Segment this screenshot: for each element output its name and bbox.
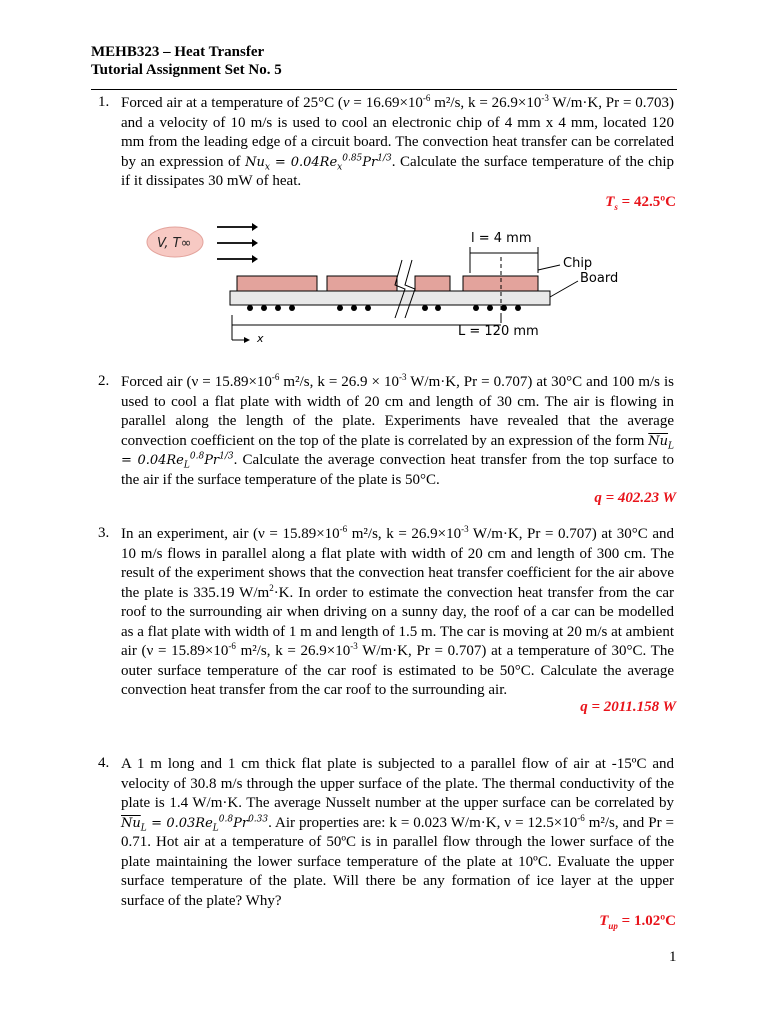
solder-bumps	[247, 305, 521, 311]
question-number: 1.	[98, 94, 110, 110]
x-axis-label: x	[257, 332, 264, 345]
correlation-equation: $Nu_x = 0.04Re_x^{0.85}Pr^{1/3}$	[245, 153, 392, 173]
answer-q1: $T_s$ = 42.5ºC	[605, 194, 676, 212]
header-divider	[91, 89, 677, 90]
board-leader	[550, 281, 578, 297]
question-text: A 1 m long and 1 cm thick flat plate is subjected to a parallel flow of air at -15ºC and velocity of 30.8 m/s through the upper surface of the plate. The thermal conductivity of the plate is 1.4 W/m·K. The average Nusselt number at the upper surface can be correlated by $\overline{Nu}_L = 0.03Re_L^{0.8}Pr^{0.33}$. Air properties are: k = 0.023 W/m·K, $\nu = 12.5\times 10^{-6}$ m²/s, and Pr = 0.71. Hot air at a temperature of 50ºC is in parallel flow through the lower surface of the plate maintaining the lower surface temperature of the plate at 10ºC. Evaluate the upper surface temperature of the plate. Will there be any formation of ice layer at the upper surface of the plate? Why?	[121, 756, 674, 909]
chip-on-board-figure	[140, 215, 630, 350]
question-number: 4.	[98, 755, 110, 771]
answer-q4: $T_{up}$ = 1.02ºC	[599, 913, 676, 931]
chip-label: Chip	[563, 256, 593, 271]
question-number: 3.	[98, 525, 110, 541]
bubble-label: V, T∞	[157, 236, 192, 251]
question-number: 2.	[98, 373, 110, 389]
answer-q2: q = 402.23 W	[594, 490, 676, 506]
page-number: 1	[669, 949, 677, 965]
assignment-title: Tutorial Assignment Set No. 5	[91, 62, 282, 78]
chips-row	[237, 276, 538, 291]
document-header	[91, 43, 282, 79]
chip-length-label: l = 4 mm	[471, 231, 532, 246]
chip-leader	[538, 265, 560, 270]
length-label: L = 120 mm	[458, 324, 539, 339]
question-text: Forced air at a temperature of 25°C ($\nu = 16.69\times 10^{-6}$ m²/s, $k = 26.9\times 10^{-3}$ W/m·K, Pr = 0.703) and a velocity of 10 m/s is used to cool an electronic chip of 4 mm x 4 mm, located 120 mm from the leading edge of a circuit board. The convection heat transfer can be correlated by an expression of $Nu_x = 0.04Re_x^{0.85}Pr^{1/3}$. Calculate the surface temperature of the chip if it dissipates 30 mW of heat.	[121, 93, 675, 189]
circuit-board	[230, 291, 550, 305]
course-title: MEHB323 – Heat Transfer	[91, 44, 265, 60]
question-text: Forced air ($\nu = 15.89\times 10^{-6}$ m²/s, $k = 26.9 \times 10^{-3}$ W/m·K, Pr = 0.707) at 30°C and 100 m/s is used to cool a flat plate with width of 20 cm and length of 30 cm. The air is flowing in parallel along the length of the plate. Experiments have revealed that the average convection coefficient on the top of the plate is correlated by an expression of the form $\overline{Nu}_L = 0.04Re_L^{0.8}Pr^{1/3}$. Calculate the average convection heat transfer from the top surface to the air if the surface temperature of the plate is 50°C.	[121, 372, 675, 488]
correlation-equation: $\overline{Nu}_L = 0.04Re_L^{0.8}Pr^{1/3}$	[121, 433, 674, 471]
question-text: In an experiment, air ($\nu = 15.89\times 10^{-6}$ m²/s, $k = 26.9\times 10^{-3}$ W/m·K, Pr = 0.707) at 30°C and 10 m/s flows in parallel along a flat plate with width of 20 cm and length of 300 cm. The result of the experiment shows that the convection heat transfer coefficient for the air above the plate is 335.19 $W/m^2\cdot K$. In order to estimate the convection heat transfer from the car roof to the surrounding air when driving on a sunny day, the roof of a car can be modelled as a flat plate with width of 1 m and length of 1.5 m. The car is moving at 20 m/s at ambient air ($\nu = 15.89\times 10^{-6}$ m²/s, $k = 26.9\times 10^{-3}$ W/m·K, Pr = 0.707) at a temperature of 30°C. The outer surface temperature of the car roof is estimated to be 50°C. Calculate the average convection heat transfer from the car roof to the surrounding air.	[121, 524, 675, 698]
board-label: Board	[580, 271, 619, 286]
answer-q3: q = 2011.158 W	[580, 699, 676, 715]
flow-arrows	[217, 227, 252, 259]
correlation-equation: $\overline{Nu}_L = 0.03Re_L^{0.8}Pr^{0.33}$	[121, 814, 269, 834]
